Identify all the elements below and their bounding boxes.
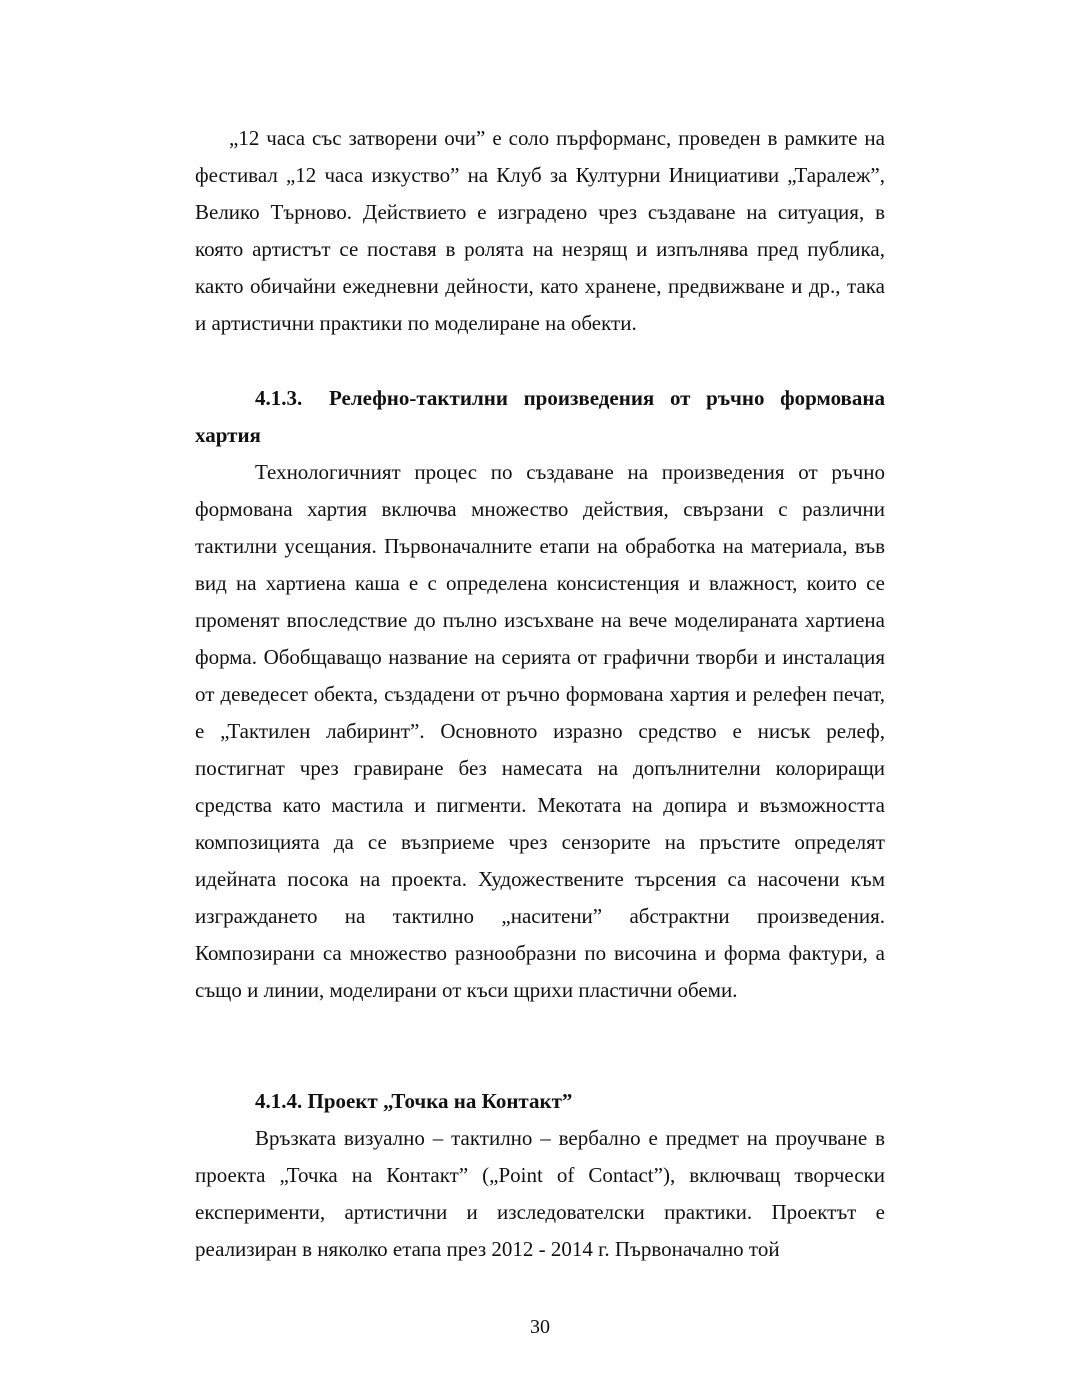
paragraph-handmade-paper: Технологичният процес по създаване на произведения от ръчно формована хартия включва множество действия, свързани с различни тактилни усещания. Първоначалните етапи на обработка на материала, във вид на хартиена каша е с определена консистенция и влажност, които се променят впоследствие до пълно изсъхване на вече моделираната хартиена форма. Обобщаващо название на серията от графични творби и инсталация от деведесет обекта, създадени от ръчно формована хартия и релефен печат, е „Тактилен лабиринт”. Основното изразно средство е нисък релеф, постигнат чрез гравиране без намесата на допълнителни колориращи средства като мастила и пигменти. Мекотата на допира и възможността композицията да се възприеме чрез сензорите на пръстите определят идейната посока на проекта. Художествените търсения са насочени към изграждането на тактилно „наситени” абстрактни произведения. Композирани са множество разнообразни по височина и форма фактури, а също и линии, моделирани от къси щрихи пластични обеми. [195,460,885,1002]
page-number: 30 [530,1316,550,1338]
section-number-4-1-3: 4.1.3. [255,386,303,410]
paragraph-performance: „12 часа със затворени очи” е соло пърформанс, проведен в рамките на фестивал „12 часа изкуство” на Клуб за Културни Инициативи „Таралеж”, Велико Търново. Действието е изградено чрез създаване на ситуация, в която артистът се поставя в ролята на незрящ и изпълнява пред публика, както обичайни ежедневни дейности, като хранене, предвижване и др., така и артистични практики по моделиране на обекти. [195,126,885,335]
section-heading-4-1-3 [195,380,885,454]
section-title-4-1-3: Релефно-тактилни произведения от ръчно формована хартия [195,386,885,447]
paragraph-point-of-contact: Връзката визуално – тактилно – вербално е предмет на проучване в проекта „Точка на Контакт” („Point of Contact”), включващ творчески експерименти, артистични и изследователски практики. Проектът е реализиран в няколко етапа през 2012 - 2014 г. Първоначално той [195,1126,885,1261]
section-heading-4-1-4: 4.1.4. Проект „Точка на Контакт” [255,1089,573,1113]
